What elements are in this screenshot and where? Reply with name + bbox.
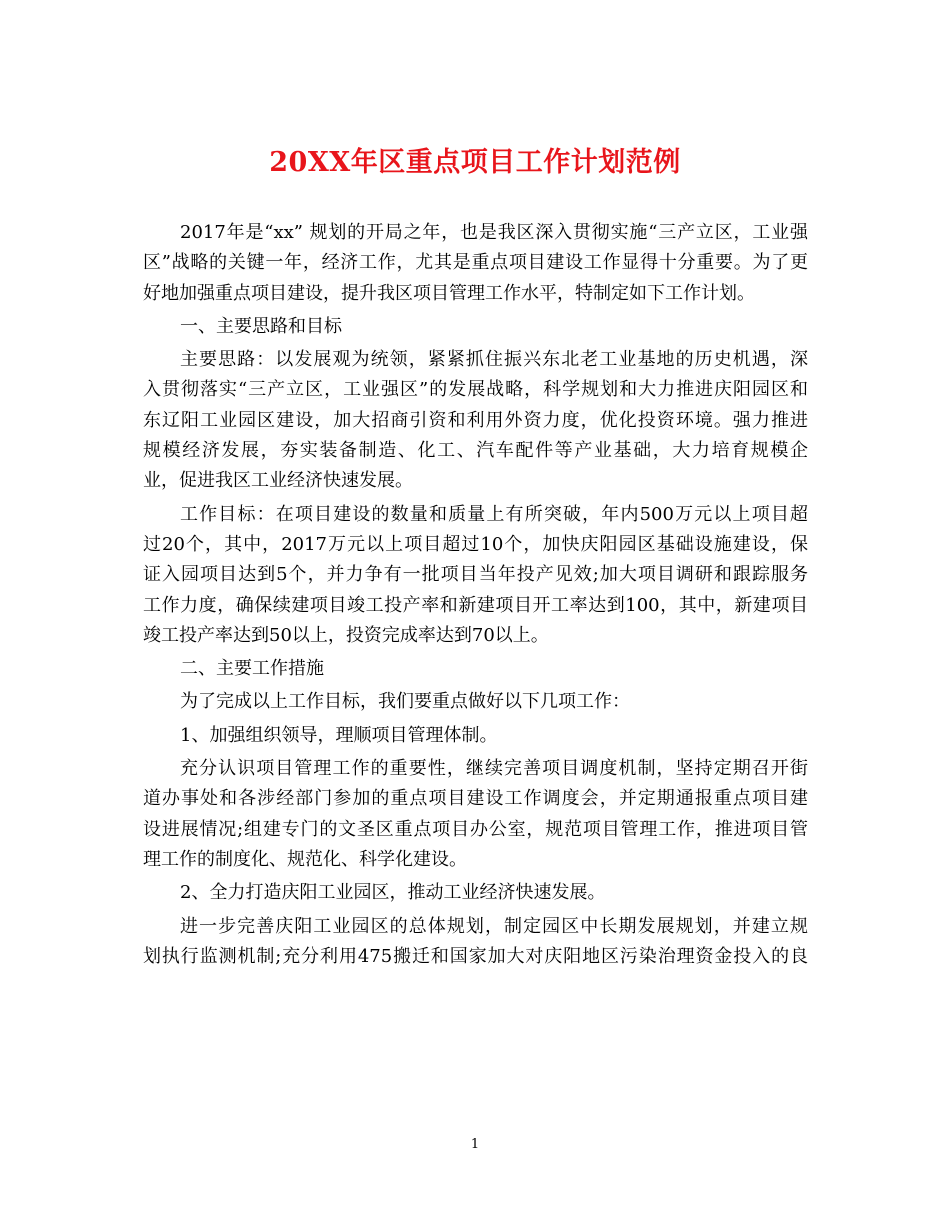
text-line: 二、主要工作措施 (180, 658, 324, 680)
page-number: 1 (470, 1137, 480, 1152)
text-line: 划执行监测机制;充分利用475搬迁和国家加大对庆阳地区污染治理资金投入的良 (143, 945, 808, 967)
text-line: 一、主要思路和目标 (180, 315, 342, 337)
paragraph-item-1 (143, 754, 808, 875)
text-line: 好地加强重点项目建设，提升我区项目管理工作水平，特制定如下工作计划。 (143, 282, 755, 304)
paragraph-measures-intro (143, 687, 808, 717)
text-line: 区”战略的关键一年，经济工作，尤其是重点项目建设工作显得十分重要。为了更 (143, 252, 808, 274)
text-line: 1、加强组织领导，理顺项目管理体制。 (180, 724, 498, 746)
document-body (143, 218, 808, 975)
text-line: 规模经济发展，夯实装备制造、化工、汽车配件等产业基础，大力培育规模企 (143, 440, 808, 462)
paragraph-intro (143, 218, 808, 309)
text-line: 充分认识项目管理工作的重要性，继续完善项目调度机制，坚持定期召开街 (180, 758, 808, 780)
text-line: 主要思路：以发展观为统领，紧紧抓住振兴东北老工业基地的历史机遇，深 (180, 349, 808, 371)
section-heading-measures (143, 654, 808, 684)
text-line: 入贯彻落实“三产立区，工业强区”的发展战略，科学规划和大力推进庆阳园区和 (143, 379, 808, 401)
text-line: 进一步完善庆阳工业园区的总体规划，制定园区中长期发展规划，并建立规 (180, 915, 808, 937)
text-line: 工作力度，确保续建项目竣工投产率和新建项目开工率达到100，其中，新建项目 (143, 594, 808, 616)
paragraph-item-2 (143, 912, 808, 973)
text-line: 证入园项目达到5个，并力争有一批项目当年投产见效;加大项目调研和跟踪服务 (143, 564, 808, 586)
text-line: 2、全力打造庆阳工业园区，推动工业经济快速发展。 (180, 882, 606, 904)
paragraph-work-goals (143, 500, 808, 651)
text-line: 东辽阳工业园区建设，加大招商引资和利用外资力度，优化投资环境。强力推进 (143, 409, 808, 431)
text-line: 过20个，其中，2017万元以上项目超过10个，加快庆阳园区基础设施建设，保 (143, 533, 808, 555)
text-line: 工作目标：在项目建设的数量和质量上有所突破，年内500万元以上项目超 (180, 503, 808, 525)
text-line: 业，促进我区工业经济快速发展。 (143, 470, 413, 492)
text-line: 理工作的制度化、规范化、科学化建设。 (143, 848, 467, 870)
document-title: 20XX年区重点项目工作计划范例 (269, 147, 681, 178)
text-line: 道办事处和各涉经部门参加的重点项目建设工作调度会，并定期通报重点项目建 (143, 788, 808, 810)
text-line: 为了完成以上工作目标，我们要重点做好以下几项工作： (180, 691, 630, 713)
item-heading-1 (143, 721, 808, 751)
text-line: 设进展情况;组建专门的文圣区重点项目办公室，规范项目管理工作，推进项目管 (143, 818, 808, 840)
paragraph-main-ideas (143, 345, 808, 496)
section-heading-ideas-goals (143, 312, 808, 342)
text-line: 2017年是“xx” 规划的开局之年，也是我区深入贯彻实施“三产立区，工业强 (180, 222, 808, 243)
item-heading-2 (143, 878, 808, 908)
text-line: 竣工投产率达到50以上，投资完成率达到70以上。 (143, 624, 549, 646)
